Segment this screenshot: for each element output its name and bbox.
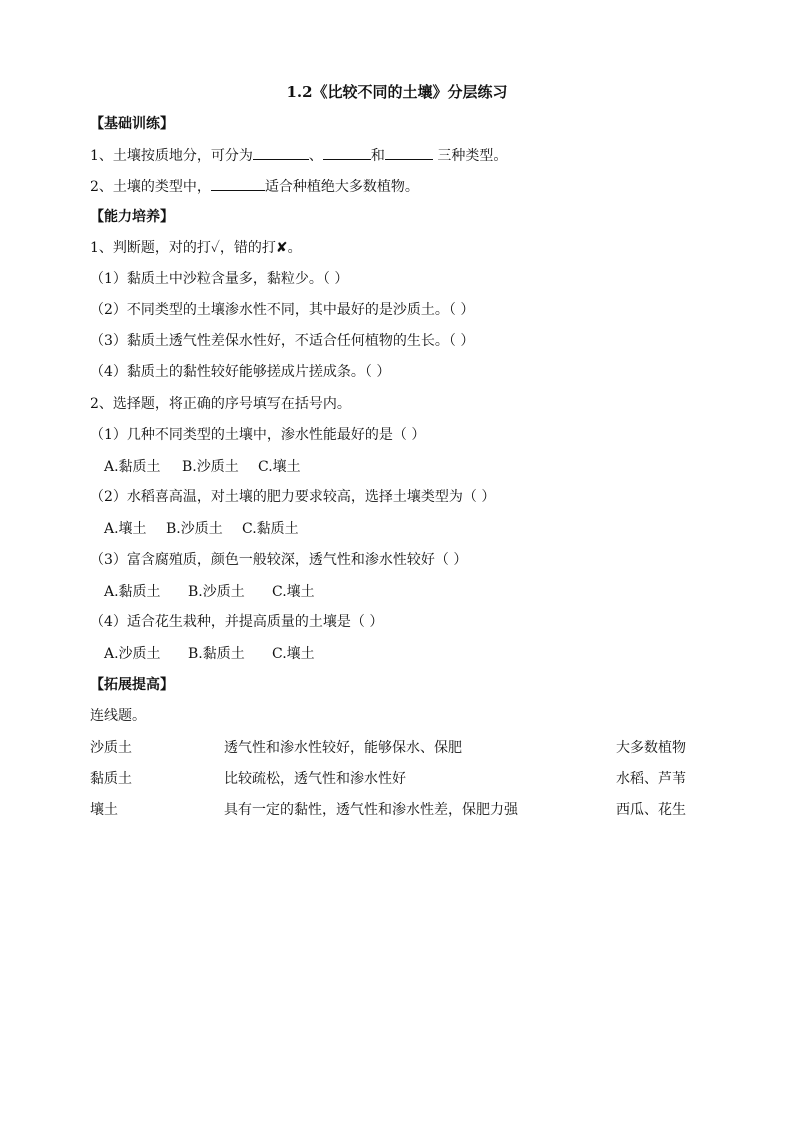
option-c: C.壤土 (258, 459, 301, 475)
choice-heading: 2、选择题，将正确的序号填写在括号内。 (90, 396, 351, 412)
section-heading-extend: 【拓展提高】 (90, 677, 174, 693)
matching-soil[interactable]: 沙质土 (90, 740, 132, 756)
choice-question: （2）水稻喜高温，对土壤的肥力要求较高，选择土壤类型为（ ） (90, 489, 496, 505)
option-b: B.沙质土 (182, 459, 239, 475)
judge-item: （4）黏质土的黏性较好能够搓成片搓成条。（ ） (90, 364, 391, 380)
basic-question-2 (90, 176, 419, 197)
option-a: A.沙质土 (104, 646, 161, 662)
choice-options (104, 582, 315, 602)
option-b: B.沙质土 (166, 521, 223, 537)
matching-soil[interactable]: 黏质土 (90, 771, 132, 787)
judge-item: （3）黏质土透气性差保水性好，不适合任何植物的生长。（ ） (90, 333, 475, 349)
choice-options (104, 457, 301, 477)
basic-q1-suffix: 三种类型。 (432, 148, 508, 164)
option-a: A.黏质土 (104, 584, 161, 600)
basic-q1-sep2: 和 (370, 148, 385, 164)
judge-heading: 1、判断题，对的打✓，错的打✘。 (90, 240, 302, 256)
matching-plant[interactable]: 大多数植物 (616, 740, 686, 756)
answer-blank[interactable] (385, 145, 433, 160)
option-b: B.沙质土 (188, 584, 245, 600)
matching-plant[interactable]: 西瓜、花生 (616, 802, 686, 818)
choice-question: （1）几种不同类型的土壤中，渗水性能最好的是（ ） (90, 427, 426, 443)
basic-q1-prefix: 1、土壤按质地分，可分为 (90, 148, 253, 164)
answer-blank[interactable] (211, 176, 265, 191)
option-a: A.黏质土 (104, 459, 161, 475)
section-heading-ability: 【能力培养】 (90, 209, 174, 225)
basic-q2-suffix: 适合种植绝大多数植物。 (264, 179, 419, 195)
matching-soil[interactable]: 壤土 (90, 802, 118, 818)
answer-blank[interactable] (253, 145, 309, 160)
page-title: 1.2《比较不同的土壤》分层练习 (286, 83, 508, 101)
matching-heading: 连线题。 (90, 708, 146, 724)
matching-plant[interactable]: 水稻、芦苇 (616, 771, 686, 787)
choice-question: （3）富含腐殖质，颜色一般较深，透气性和渗水性较好（ ） (90, 552, 468, 568)
choice-options (104, 644, 315, 664)
option-c: C.壤土 (272, 584, 315, 600)
judge-item: （1）黏质土中沙粒含量多，黏粒少。（ ） (90, 271, 349, 287)
matching-desc[interactable]: 比较疏松，透气性和渗水性好 (224, 771, 406, 787)
section-heading-basic: 【基础训练】 (90, 116, 174, 132)
basic-q2-prefix: 2、土壤的类型中， (90, 179, 211, 195)
basic-q1-sep1: 、 (308, 148, 323, 164)
judge-item: （2）不同类型的土壤渗水性不同，其中最好的是沙质土。（ ） (90, 302, 475, 318)
option-c: C.壤土 (272, 646, 315, 662)
answer-blank[interactable] (323, 145, 371, 160)
option-c: C.黏质土 (242, 521, 299, 537)
choice-question: （4）适合花生栽种，并提高质量的土壤是（ ） (90, 614, 384, 630)
matching-desc[interactable]: 具有一定的黏性，透气性和渗水性差，保肥力强 (224, 802, 518, 818)
choice-options (104, 519, 299, 539)
matching-desc[interactable]: 透气性和渗水性较好，能够保水、保肥 (224, 740, 462, 756)
basic-question-1 (90, 145, 507, 166)
option-b: B.黏质土 (188, 646, 245, 662)
option-a: A.壤土 (104, 521, 147, 537)
